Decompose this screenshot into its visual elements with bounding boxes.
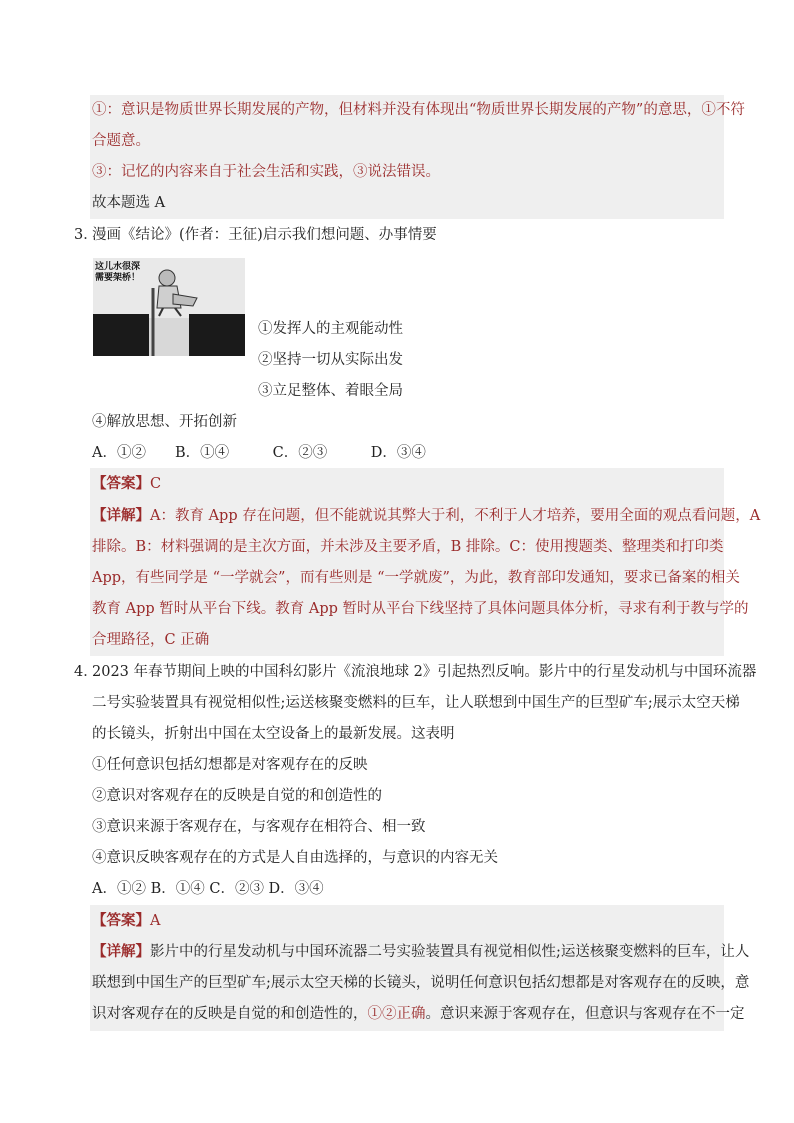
option-item: ③意识来源于客观存在，与客观存在相符合、相一致 [92,819,426,835]
detail-label: 【详解】 [92,943,150,960]
cartoon-image [93,258,245,356]
explanation-line: ③：记忆的内容来自于社会生活和实践，③说法错误。 [92,164,440,180]
detail-line [92,505,760,527]
answer-label: 【答案】 [92,475,150,492]
detail-text: A：教育 App 存在问题，但不能就说其弊大于利，不利于人才培养，要用全面的观点看问题，A [150,508,761,524]
detail-highlight: ①②正确 [367,1006,426,1022]
detail-text: 。意识来源于客观存在，但意识与客观存在不一定 [425,1006,745,1022]
question-number: 3． [74,227,98,243]
detail-line: 教育 App 暂时从平台下线。教育 App 暂时从平台下线坚持了具体问题具体分析，寻求有利于教与学的 [92,601,749,617]
answer-label: 【答案】 [92,912,150,929]
question-stem: 2023 年春节期间上映的中国科幻影片《流浪地球 2》引起热烈反响。影片中的行星发动机与中国环流器 [92,664,757,680]
conclusion-line: 故本题选 A [92,195,166,211]
answer-value: A [150,913,161,929]
answer-line [92,473,161,495]
explanation-line: ①：意识是物质世界长期发展的产物，但材料并没有体现出“物质世界长期发展的产物”的意思，①不符 [92,102,745,118]
detail-text: 识对客观存在的反映是自觉的和创造性的， [92,1006,368,1022]
cartoon-caption-line: 需要架桥！ [95,273,141,283]
question-stem: 漫画《结论》(作者：王征)启示我们想问题、办事情要 [92,227,437,243]
explanation-line: 合题意。 [92,133,150,149]
cartoon-caption-line: 这儿水很深 [95,262,141,272]
detail-text: 影片中的行星发动机与中国环流器二号实验装置具有视觉相似性;运送核聚变燃料的巨车，让人 [150,944,750,960]
detail-line: 联想到中国生产的巨型矿车;展示太空天梯的长镜头，说明任何意识包括幻想都是对客观存在的反映，意 [92,975,750,991]
question-number: 4． [74,664,98,680]
answer-box-3 [90,468,724,656]
question-stem: 二号实验装置具有视觉相似性;运送核聚变燃料的巨车，让人联想到中国生产的巨型矿车;展示太空天梯 [92,695,740,711]
detail-line [92,1003,745,1025]
option-item: ②意识对客观存在的反映是自觉的和创造性的 [92,788,382,804]
answer-value: C [150,476,162,492]
answer-choices: A．①② B．①④ C．②③ D．③④ [92,881,324,897]
detail-line: 合理路径，C 正确 [92,632,210,648]
option-item: ④解放思想、开拓创新 [92,414,237,430]
detail-line: App，有些同学是 “一学就会”，而有些则是 “一学就废”，为此，教育部印发通知，要求已备案的相关 [92,570,740,586]
detail-line [92,941,749,963]
option-item: ③立足整体、着眼全局 [258,383,403,399]
answer-line [92,910,160,932]
detail-label: 【详解】 [92,507,150,524]
option-item: ①任何意识包括幻想都是对客观存在的反映 [92,757,368,773]
question-stem: 的长镜头，折射出中国在太空设备上的最新发展。这表明 [92,726,455,742]
option-item: ①发挥人的主观能动性 [258,321,403,337]
cartoon-caption [95,262,140,284]
option-item: ④意识反映客观存在的方式是人自由选择的，与意识的内容无关 [92,850,498,866]
option-item: ②坚持一切从实际出发 [258,352,403,368]
detail-line: 排除。B：材料强调的是主次方面，并未涉及主要矛盾，B 排除。C：使用搜题类、整理类和打印类 [92,539,724,555]
answer-choices: A．①② B．①④ C．②③ D．③④ [92,445,426,461]
